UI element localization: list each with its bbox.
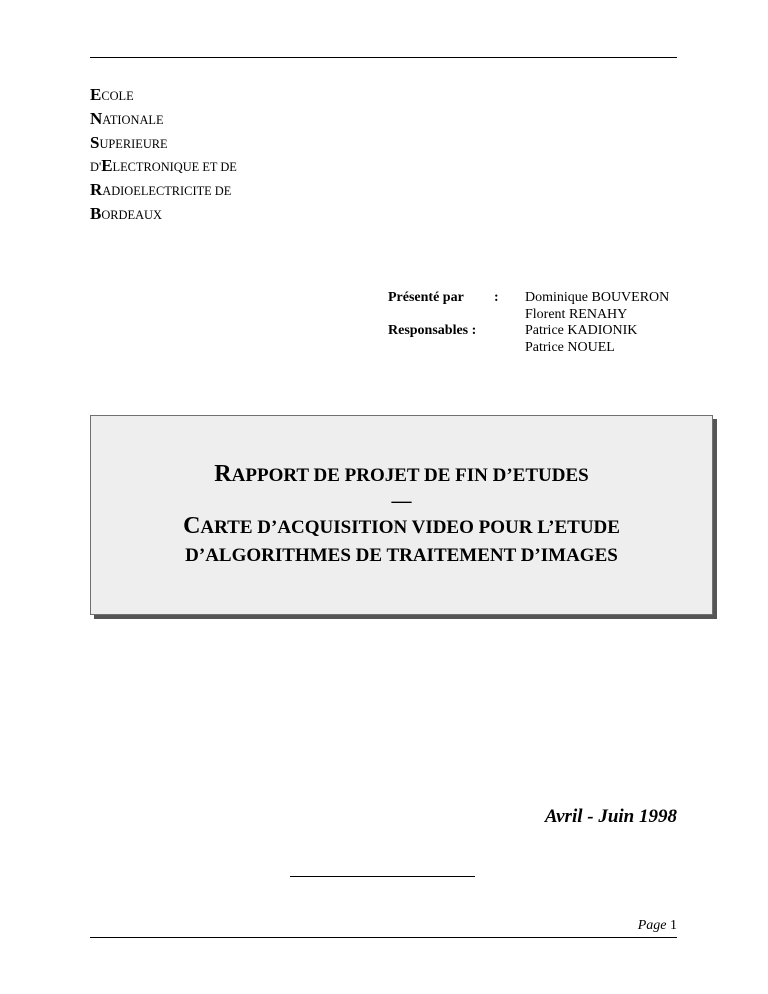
page-number [638,918,677,934]
responsable-1: Patrice KADIONIK [525,323,638,339]
title-line-2: CARTE D’ACQUISITION VIDEO POUR L’ETUDE [183,513,620,539]
bottom-rule [90,937,677,938]
responsable-2: Patrice NOUEL [525,339,615,355]
report-title-box [90,415,713,615]
presented-colon: : [494,290,499,305]
school-line-6: BORDEAUX [90,203,162,223]
title-line-1: RAPPORT DE PROJET DE FIN D’ETUDES [214,461,589,487]
title-separator: — [391,490,412,512]
page-word: Page [637,918,667,933]
responsables-label: Responsables : [388,323,477,339]
school-line-4: D'ELECTRONIQUE ET DE [90,156,237,176]
author-1: Dominique BOUVERON [525,290,670,305]
presented-label: Présenté par [388,290,464,305]
school-name [90,84,237,227]
author-2: Florent RENAHY [525,306,628,322]
report-date: Avril - Juin 1998 [544,806,677,827]
page-number-value: 1 [670,918,677,933]
school-line-3: SUPERIEURE [90,132,168,152]
short-rule [290,876,475,877]
school-line-1: ECOLE [90,85,134,104]
school-line-2: NATIONALE [90,108,164,128]
top-rule [90,57,677,58]
school-line-5: RADIOELECTRICITE DE [90,180,232,200]
title-line-3: D’ALGORITHMES DE TRAITEMENT D’IMAGES [185,545,618,566]
